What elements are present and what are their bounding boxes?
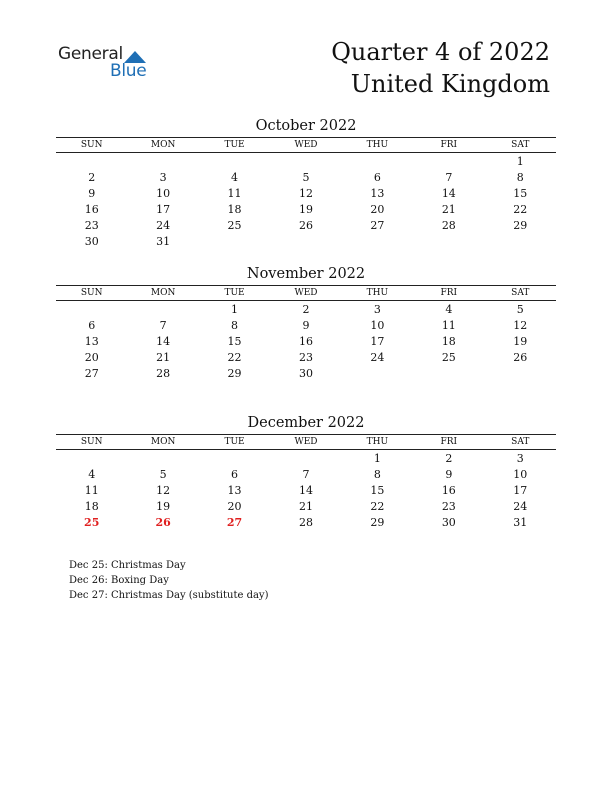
week-row	[56, 349, 556, 365]
weekday-header-row	[56, 138, 556, 153]
day-cell: 31	[156, 234, 171, 248]
week-row	[56, 153, 556, 170]
title-quarter: Quarter 4 of 2022	[331, 38, 550, 66]
month-name: December 2022	[247, 415, 365, 431]
day-cell: 29	[513, 218, 528, 232]
day-cell: 23	[298, 350, 313, 364]
day-cell: 31	[513, 515, 528, 529]
holiday-note: Dec 25: Christmas Day	[69, 560, 186, 571]
empty-day-cell	[270, 153, 341, 170]
week-row	[56, 217, 556, 233]
day-cell: 1	[373, 451, 381, 465]
day-cell: 16	[84, 202, 99, 216]
week-row	[56, 333, 556, 349]
day-cell: 17	[513, 483, 528, 497]
day-cell: 16	[441, 483, 456, 497]
weekday-tue: TUE	[199, 286, 270, 301]
weekday-fri: FRI	[413, 138, 484, 153]
day-cell: 14	[298, 483, 313, 497]
day-cell: 26	[155, 515, 171, 529]
day-cell: 8	[516, 170, 524, 184]
day-cell: 5	[516, 302, 524, 316]
day-cell: 26	[513, 350, 528, 364]
day-cell: 23	[441, 499, 456, 513]
empty-day-cell	[270, 233, 341, 249]
month-name: November 2022	[246, 266, 366, 282]
day-cell: 18	[227, 202, 242, 216]
weekday-thu: THU	[342, 435, 413, 450]
empty-day-cell	[127, 301, 198, 318]
day-cell: 28	[298, 515, 313, 529]
day-cell: 9	[302, 318, 310, 332]
empty-day-cell	[127, 153, 198, 170]
week-row	[56, 185, 556, 201]
day-cell: 29	[370, 515, 385, 529]
day-cell: 19	[513, 334, 528, 348]
weekday-sun: SUN	[56, 286, 127, 301]
empty-day-cell	[270, 450, 341, 467]
day-cell: 16	[298, 334, 313, 348]
weekday-sun: SUN	[56, 435, 127, 450]
day-cell: 13	[84, 334, 99, 348]
day-cell: 19	[156, 499, 171, 513]
empty-day-cell	[199, 153, 270, 170]
day-cell: 6	[373, 170, 381, 184]
day-cell: 4	[445, 302, 453, 316]
day-cell: 23	[84, 218, 99, 232]
weekday-mon: MON	[127, 138, 198, 153]
page-title	[331, 36, 550, 100]
day-cell: 18	[84, 499, 99, 513]
day-cell: 21	[156, 350, 171, 364]
empty-day-cell	[413, 153, 484, 170]
day-cell: 10	[513, 467, 528, 481]
weekday-tue: TUE	[199, 138, 270, 153]
day-cell: 19	[298, 202, 313, 216]
day-cell: 2	[445, 451, 453, 465]
holiday-notes	[69, 558, 268, 603]
day-cell: 17	[156, 202, 171, 216]
month-october	[56, 116, 556, 249]
week-row	[56, 169, 556, 185]
week-row	[56, 365, 556, 381]
weekday-sat: SAT	[485, 435, 556, 450]
day-cell: 14	[441, 186, 456, 200]
day-cell: 24	[370, 350, 385, 364]
day-cell: 30	[441, 515, 456, 529]
week-row	[56, 317, 556, 333]
holiday-note: Dec 27: Christmas Day (substitute day)	[69, 590, 269, 601]
empty-day-cell	[199, 233, 270, 249]
week-row	[56, 498, 556, 514]
day-cell: 28	[156, 366, 171, 380]
day-cell: 8	[231, 318, 239, 332]
empty-day-cell	[485, 365, 556, 381]
day-cell: 7	[159, 318, 167, 332]
weekday-mon: MON	[127, 286, 198, 301]
weekday-wed: WED	[270, 138, 341, 153]
empty-day-cell	[127, 450, 198, 467]
weekday-thu: THU	[342, 138, 413, 153]
day-cell: 28	[441, 218, 456, 232]
day-cell: 15	[227, 334, 242, 348]
week-row	[56, 482, 556, 498]
day-cell: 24	[156, 218, 171, 232]
day-cell: 9	[88, 186, 96, 200]
month-november	[56, 264, 556, 381]
day-cell: 20	[370, 202, 385, 216]
calendar-grid	[56, 434, 556, 530]
empty-day-cell	[342, 365, 413, 381]
day-cell: 27	[370, 218, 385, 232]
day-cell: 26	[298, 218, 313, 232]
day-cell: 3	[159, 170, 167, 184]
day-cell: 12	[298, 186, 313, 200]
day-cell: 6	[231, 467, 239, 481]
empty-day-cell	[56, 301, 127, 318]
day-cell: 1	[231, 302, 239, 316]
day-cell: 7	[302, 467, 310, 481]
weekday-wed: WED	[270, 435, 341, 450]
logo	[58, 44, 158, 84]
day-cell: 5	[159, 467, 167, 481]
empty-day-cell	[56, 153, 127, 170]
weekday-sat: SAT	[485, 286, 556, 301]
week-row	[56, 233, 556, 249]
empty-day-cell	[199, 450, 270, 467]
empty-day-cell	[413, 233, 484, 249]
weekday-fri: FRI	[413, 435, 484, 450]
day-cell: 7	[445, 170, 453, 184]
day-cell: 25	[227, 218, 242, 232]
day-cell: 12	[513, 318, 528, 332]
day-cell: 27	[226, 515, 243, 529]
day-cell: 17	[370, 334, 385, 348]
month-december	[56, 413, 556, 530]
day-cell: 30	[84, 234, 99, 248]
day-cell: 24	[513, 499, 528, 513]
day-cell: 4	[88, 467, 96, 481]
week-row	[56, 301, 556, 318]
day-cell: 20	[84, 350, 99, 364]
day-cell: 18	[441, 334, 456, 348]
weekday-sat: SAT	[485, 138, 556, 153]
weekday-header-row	[56, 286, 556, 301]
day-cell: 25	[84, 515, 100, 529]
day-cell: 25	[441, 350, 456, 364]
day-cell: 11	[227, 186, 242, 200]
day-cell: 13	[370, 186, 385, 200]
empty-day-cell	[342, 233, 413, 249]
day-cell: 11	[441, 318, 456, 332]
day-cell: 22	[370, 499, 385, 513]
day-cell: 10	[156, 186, 171, 200]
day-cell: 9	[445, 467, 453, 481]
day-cell: 1	[516, 154, 524, 168]
logo-blue-text: Blue	[110, 61, 147, 81]
calendar-grid	[56, 285, 556, 381]
day-cell: 21	[441, 202, 456, 216]
empty-day-cell	[413, 365, 484, 381]
day-cell: 11	[84, 483, 99, 497]
day-cell: 13	[227, 483, 242, 497]
weekday-wed: WED	[270, 286, 341, 301]
day-cell: 10	[370, 318, 385, 332]
week-row	[56, 450, 556, 467]
day-cell: 6	[88, 318, 96, 332]
day-cell: 29	[227, 366, 242, 380]
weekday-sun: SUN	[56, 138, 127, 153]
day-cell: 30	[298, 366, 313, 380]
holiday-note: Dec 26: Boxing Day	[69, 575, 169, 586]
week-row	[56, 514, 556, 530]
weekday-mon: MON	[127, 435, 198, 450]
weekday-header-row	[56, 435, 556, 450]
empty-day-cell	[56, 450, 127, 467]
day-cell: 20	[227, 499, 242, 513]
day-cell: 3	[373, 302, 381, 316]
week-row	[56, 201, 556, 217]
weekday-tue: TUE	[199, 435, 270, 450]
day-cell: 22	[513, 202, 528, 216]
calendar-grid	[56, 137, 556, 249]
month-name: October 2022	[255, 118, 357, 134]
day-cell: 15	[513, 186, 528, 200]
day-cell: 2	[302, 302, 310, 316]
day-cell: 21	[298, 499, 313, 513]
day-cell: 27	[84, 366, 99, 380]
day-cell: 8	[373, 467, 381, 481]
day-cell: 12	[156, 483, 171, 497]
title-country: United Kingdom	[350, 70, 550, 98]
day-cell: 14	[156, 334, 171, 348]
day-cell: 2	[88, 170, 96, 184]
day-cell: 22	[227, 350, 242, 364]
day-cell: 4	[231, 170, 239, 184]
day-cell: 3	[516, 451, 524, 465]
weekday-thu: THU	[342, 286, 413, 301]
week-row	[56, 466, 556, 482]
empty-day-cell	[485, 233, 556, 249]
weekday-fri: FRI	[413, 286, 484, 301]
empty-day-cell	[342, 153, 413, 170]
logo-general-text: General	[58, 44, 123, 64]
day-cell: 15	[370, 483, 385, 497]
day-cell: 5	[302, 170, 310, 184]
